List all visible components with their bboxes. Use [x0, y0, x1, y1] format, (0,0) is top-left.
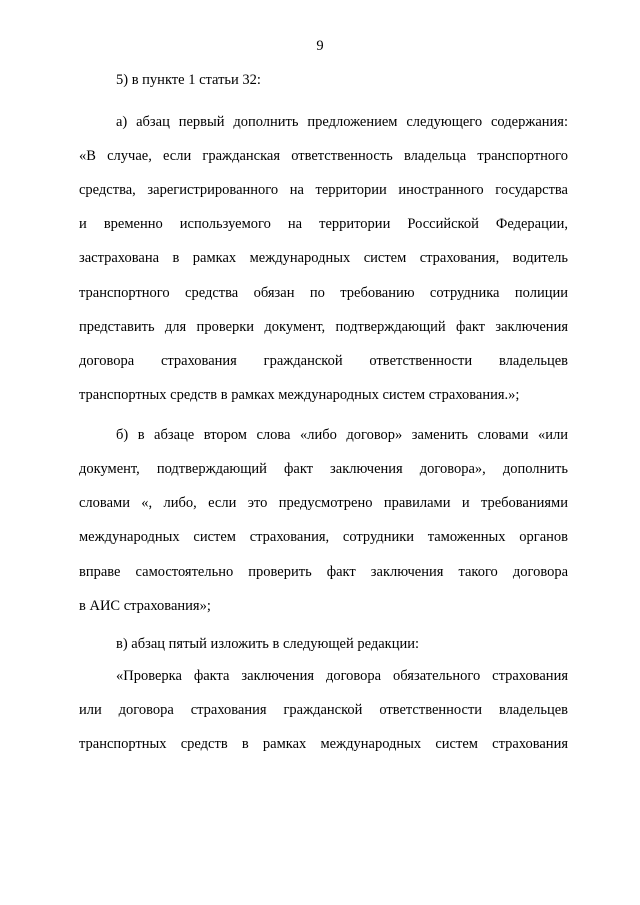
text-line: «В случае, если гражданская ответственность владельца транспортного: [79, 148, 568, 164]
text-line: договора страхования гражданской ответственности владельцев: [79, 353, 568, 369]
text-line: вправе самостоятельно проверить факт заключения такого договора: [79, 564, 568, 580]
text-line: транспортного средства обязан по требованию сотрудника полиции: [79, 285, 568, 301]
text-line: представить для проверки документ, подтверждающий факт заключения: [79, 319, 568, 335]
text-line: или договора страхования гражданской ответственности владельцев: [79, 702, 568, 718]
text-line: словами «, либо, если это предусмотрено правилами и требованиями: [79, 495, 568, 511]
text-line: в АИС страхования»;: [79, 598, 211, 614]
page-number: 9: [316, 38, 324, 54]
text-line: международных систем страхования, сотрудники таможенных органов: [79, 529, 568, 545]
text-line: транспортных средств в рамках международных систем страхования.»;: [79, 387, 520, 403]
text-line: документ, подтверждающий факт заключения договора», дополнить: [79, 461, 568, 477]
text-line: и временно используемого на территории Российской Федерации,: [79, 216, 568, 232]
text-line: средства, зарегистрированного на территории иностранного государства: [79, 182, 568, 198]
text-line: застрахована в рамках международных систем страхования, водитель: [79, 250, 568, 266]
text-line: транспортных средств в рамках международных систем страхования: [79, 736, 568, 752]
text-line: «Проверка факта заключения договора обязательного страхования: [116, 668, 568, 684]
text-line: в) абзац пятый изложить в следующей редакции:: [116, 636, 420, 652]
text-line: б) в абзаце втором слова «либо договор» заменить словами «или: [116, 427, 568, 443]
text-line: 5) в пункте 1 статьи 32:: [116, 72, 261, 88]
text-line: а) абзац первый дополнить предложением следующего содержания:: [116, 114, 568, 130]
